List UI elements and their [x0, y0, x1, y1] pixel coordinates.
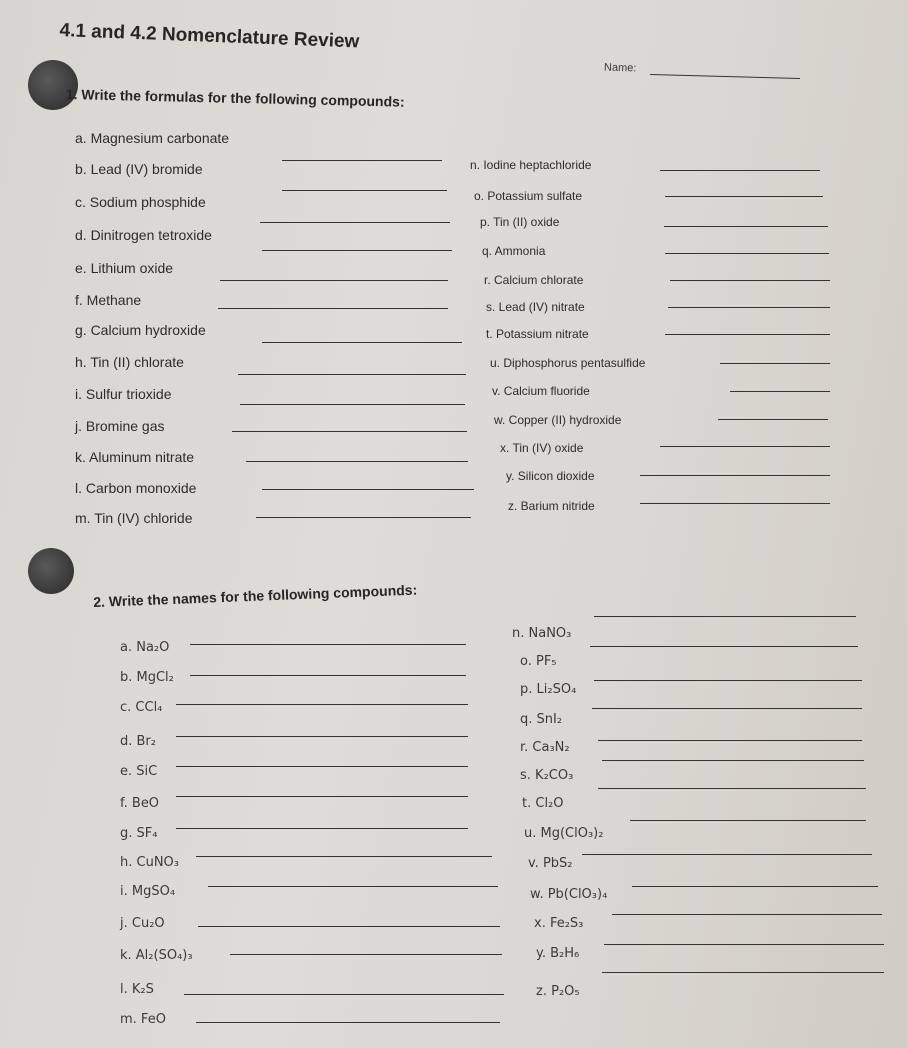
q2-item-c: c. CCl₄	[120, 700, 163, 715]
name-label: Name:	[603, 61, 637, 75]
q1-answer-line-v[interactable]	[730, 391, 830, 392]
q2-answer-line-e[interactable]	[176, 766, 468, 767]
q1-answer-line-d[interactable]	[262, 250, 452, 251]
q1-item-j: j. Bromine gas	[75, 418, 165, 434]
q2-answer-line-v[interactable]	[582, 854, 872, 855]
section-1-heading: 1. Write the formulas for the following compounds:	[65, 86, 405, 110]
q2-answer-line-m[interactable]	[196, 1022, 500, 1023]
q1-answer-line-x[interactable]	[660, 446, 830, 447]
q1-answer-line-w[interactable]	[718, 419, 828, 420]
q2-item-j: j. Cu₂O	[120, 916, 165, 931]
q2-answer-line-d[interactable]	[176, 736, 468, 737]
q2-item-a: a. Na₂O	[120, 640, 170, 655]
q1-item-f: f. Methane	[75, 292, 142, 308]
q1-item-z: z. Barium nitride	[508, 499, 595, 513]
q2-answer-line-z[interactable]	[602, 972, 884, 973]
q1-item-g: g. Calcium hydroxide	[75, 322, 206, 338]
q1-item-q: q. Ammonia	[482, 244, 546, 258]
q2-item-k: k. Al₂(SO₄)₃	[120, 948, 193, 963]
q2-answer-line-k[interactable]	[230, 954, 502, 955]
q2-item-z: z. P₂O₅	[536, 984, 580, 999]
q1-answer-line-a[interactable]	[282, 160, 442, 161]
q1-answer-line-y[interactable]	[640, 475, 830, 476]
q2-answer-line-w[interactable]	[632, 886, 878, 887]
binder-hole-top	[28, 60, 78, 110]
q1-answer-line-h[interactable]	[238, 374, 466, 375]
q1-item-x: x. Tin (IV) oxide	[500, 441, 584, 455]
q1-answer-line-l[interactable]	[262, 489, 474, 490]
q2-item-o: o. PF₅	[520, 654, 557, 669]
q1-answer-line-n[interactable]	[660, 170, 820, 171]
q2-item-l: l. K₂S	[120, 982, 154, 997]
q1-item-v: v. Calcium fluoride	[492, 384, 590, 398]
q2-answer-line-i[interactable]	[208, 886, 498, 887]
q1-item-o: o. Potassium sulfate	[474, 189, 583, 203]
q1-answer-line-z[interactable]	[640, 503, 830, 504]
q2-answer-line-a[interactable]	[190, 644, 466, 645]
q2-answer-line-r[interactable]	[598, 740, 862, 741]
q2-answer-line-p[interactable]	[594, 680, 862, 681]
q2-item-v: v. PbS₂	[528, 856, 573, 871]
q2-answer-line-f[interactable]	[176, 796, 468, 797]
q1-answer-line-u[interactable]	[720, 363, 830, 364]
q2-item-n: n. NaNO₃	[512, 626, 572, 641]
q1-item-y: y. Silicon dioxide	[506, 469, 595, 483]
q1-answer-line-j[interactable]	[232, 431, 467, 432]
q1-item-r: r. Calcium chlorate	[484, 273, 584, 287]
q2-item-y: y. B₂H₆	[536, 946, 580, 961]
q2-item-t: t. Cl₂O	[522, 796, 564, 811]
q1-answer-line-g[interactable]	[262, 342, 462, 343]
q1-answer-line-k[interactable]	[246, 461, 468, 462]
q2-answer-line-h[interactable]	[196, 856, 492, 857]
q1-item-u: u. Diphosphorus pentasulfide	[490, 356, 646, 370]
q1-item-m: m. Tin (IV) chloride	[75, 510, 193, 526]
q2-answer-line-t[interactable]	[598, 788, 866, 789]
q1-answer-line-i[interactable]	[240, 404, 465, 405]
q1-item-n: n. Iodine heptachloride	[470, 158, 592, 172]
q1-answer-line-f[interactable]	[218, 308, 448, 309]
q2-answer-line-o[interactable]	[590, 646, 858, 647]
q1-answer-line-b[interactable]	[282, 190, 447, 191]
q2-answer-line-n[interactable]	[594, 616, 856, 617]
q1-item-s: s. Lead (IV) nitrate	[486, 300, 585, 314]
q2-answer-line-j[interactable]	[198, 926, 500, 927]
q2-item-g: g. SF₄	[120, 826, 158, 841]
q2-answer-line-c[interactable]	[176, 704, 468, 705]
section-2-heading: 2. Write the names for the following compounds:	[93, 581, 418, 610]
q2-item-i: i. MgSO₄	[120, 884, 176, 899]
q1-item-i: i. Sulfur trioxide	[75, 386, 172, 402]
q1-item-w: w. Copper (II) hydroxide	[494, 413, 622, 427]
q2-answer-line-x[interactable]	[612, 914, 882, 915]
q1-answer-line-t[interactable]	[665, 334, 830, 335]
q2-item-q: q. SnI₂	[520, 712, 563, 727]
q1-answer-line-o[interactable]	[665, 196, 823, 197]
binder-hole-middle	[28, 548, 74, 594]
q1-item-c: c. Sodium phosphide	[75, 194, 206, 210]
q1-item-p: p. Tin (II) oxide	[480, 215, 560, 229]
q2-item-h: h. CuNO₃	[120, 855, 179, 870]
q2-answer-line-b[interactable]	[190, 675, 466, 676]
q2-item-x: x. Fe₂S₃	[534, 916, 584, 931]
q1-answer-line-c[interactable]	[260, 222, 450, 223]
q2-item-m: m. FeO	[120, 1012, 166, 1027]
q1-item-k: k. Aluminum nitrate	[75, 449, 195, 465]
q2-answer-line-y[interactable]	[604, 944, 884, 945]
q1-answer-line-m[interactable]	[256, 517, 471, 518]
q1-item-l: l. Carbon monoxide	[75, 480, 197, 496]
q1-answer-line-p[interactable]	[664, 226, 828, 227]
q1-answer-line-r[interactable]	[670, 280, 830, 281]
q1-item-b: b. Lead (IV) bromide	[75, 161, 203, 177]
q1-item-a: a. Magnesium carbonate	[75, 130, 230, 146]
q2-item-s: s. K₂CO₃	[520, 768, 574, 783]
q1-item-t: t. Potassium nitrate	[486, 327, 589, 341]
q1-item-d: d. Dinitrogen tetroxide	[75, 227, 212, 243]
q1-answer-line-q[interactable]	[665, 253, 829, 254]
worksheet-title: 4.1 and 4.2 Nomenclature Review	[59, 20, 360, 53]
q2-item-d: d. Br₂	[120, 734, 156, 749]
q2-answer-line-s[interactable]	[602, 760, 864, 761]
q1-answer-line-s[interactable]	[668, 307, 830, 308]
q2-answer-line-g[interactable]	[176, 828, 468, 829]
q2-item-b: b. MgCl₂	[120, 670, 174, 685]
q1-item-h: h. Tin (II) chlorate	[75, 354, 184, 370]
q1-item-e: e. Lithium oxide	[75, 260, 174, 276]
q2-answer-line-u[interactable]	[630, 820, 866, 821]
q2-item-w: w. Pb(ClO₃)₄	[530, 887, 608, 902]
q2-answer-line-l[interactable]	[184, 994, 504, 995]
q2-item-e: e. SiC	[120, 764, 158, 779]
q2-item-r: r. Ca₃N₂	[520, 740, 570, 755]
q1-answer-line-e[interactable]	[220, 280, 448, 281]
q2-answer-line-q[interactable]	[592, 708, 862, 709]
q2-item-f: f. BeO	[120, 796, 160, 811]
q2-item-p: p. Li₂SO₄	[520, 682, 577, 697]
q2-item-u: u. Mg(ClO₃)₂	[524, 826, 604, 841]
